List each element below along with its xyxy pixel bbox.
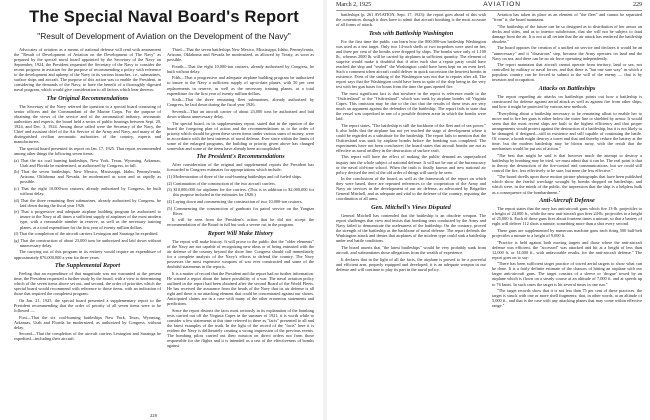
item-text: That the three remaining fleet submarines, already authorized by Congress, be laid down during the fiscal year 1926. [20,197,161,208]
paragraph: Feeling that an expenditure of that magnitude was not warranted at the present time, the President requested a further study by the board, with a view to determining which of the seven items above set out, and second, the order of priorities which the special board would recommend with reference to those items, with an indication of those that required the completest program. [14,271,161,297]
numbered-item-list [14,209,161,229]
item-marker: (2) [167,180,173,186]
numbered-item [14,238,161,248]
item-marker: (e) [14,209,19,215]
item-marker: (d) [14,197,20,203]
section-heading: Attacks on Battleships [538,84,596,92]
paragraph: The Secretary of the Navy referred the question to a special board consisting of senior officers and the Commandant of the Marine Corps. For the purpose of obtaining the views of the service and of the aeronautical industry, aeronautic authorities and experts, the board held a series of public hearings between Sept. 20, 1924, and Dec. 3, 1924. Among those called were the Secretary of the Navy, the Chief and assistant chief of the Air Service of the Army and Navy, and many of the distinguished civilian aeronautic authorities of the country, experts and manufacturers. [14,103,161,145]
item-text: That the seven battleships, New Mexico, Mississippi, Idaho, Pennsylvania, Arizona, Oklahoma and Nevada, be modernized as soon and as rapidly as possible. [20,169,161,185]
numbered-item [14,198,161,208]
numbered-item [14,209,161,229]
item-text: That the completion of the aircraft carriers Lexington and Saratoga be expedited. [19,231,159,237]
numbered-item [14,231,161,236]
numbered-item [167,174,314,179]
item-text: That a progressive and adequate airplane building program be authorized to insure to the Navy at all times a sufficient supply of airplanes of the most modern type, with a reasonable number in reserve, as well as the necessary training planes, at a total expenditure for the first year of twenty million dollars. [20,209,161,230]
right-page-column-2 [492,12,642,420]
paragraph: After consideration of the original and supplemental reports the President has forwarded to Congress estimates for appropriations which include: [167,162,314,173]
running-head [336,0,642,11]
running-head-journal: AVIATION [483,1,521,8]
paragraph: Third—That the seven battleships New Mexico, Mississippi, Idaho, Pennsylvania, Arizona, Oklahoma and Nevada be modernized, as allowed by Treaty, as soon as possible. [167,47,314,63]
numbered-item-list [167,199,314,204]
paragraph: It will be seen from the President's action that he did not accept the recommendation of the Board in full but took a severe cut in the program. [167,217,314,228]
section-heading: Gen. Mitchell's Views Disputed [371,203,451,211]
paragraph: Advocates of aviation as a means of national defense will read with amusement the "Result of Development of Aviation on the Development of The Navy" as prepared by the special naval board appointed by the Secretary of the Navy on September, 1924, the President requested the Secretary of the Navy to consider the recent progress in aviation for the purpose of recommending a policy with reference to the development and upkeep of the Navy in its various branches, i.e., submarines, surface ships and aircraft. The purpose of this action was to enable the President, in considering the demands of the Navy, to have the benefit of a thoroughly digested naval program, which would give consideration to all factors which bear thereon. [14,47,161,93]
paragraph: Second—That the completion of the aircraft carriers Lexington and Saratoga be expedited—including their aircraft. [14,331,161,342]
numbered-item-list [14,231,161,236]
paragraph: battleships (p. 261 AVIATION, Sept. 17, 1923): the report goes ahead of this with the contention, though it does have to admit that aircraft bombing is the most accurate of all forms of attack. [336,12,486,28]
paragraph: Sixth—That the three remaining fleet submarines, already authorized by Congress, be laid down during the fiscal year 1926. [167,97,314,108]
numbered-item-list [167,174,314,179]
numbered-item [14,169,161,184]
page-number-left: 228 [150,413,157,418]
section-heading: Anti-Aircraft Defense [539,197,595,205]
paragraph: The board asserts that "the latest battleships" would be very probably sunk from aircraft, and substantiates those allegations from the wealth of experience. [336,244,486,255]
numbered-item [167,206,314,216]
paragraph: The report regarding air attacks on battleships points out how a battleship is constructed for defense against aerial attack as well as against fire from other ships, and how it might be protected by various new methods. [492,93,642,109]
section-heading: The President's Recommendations [196,153,285,161]
numbered-item-list [167,181,314,186]
numbered-item-list [167,187,314,197]
numbered-item-list [14,238,161,248]
paragraph: "The target records show that it is not less than 75 per cent of these practices, the target is struck with one or more shell fragments; that, in other words, at an altitude of 5,000 ft., and that is the case with any attacking planes that may come within effective range." [492,288,642,309]
numbered-item [14,186,161,196]
paragraph: In the conclusions of the board, as well as the framework of the report on which they were based, there are repeated references to the cooperation of the Army and Navy air services in the development of our air defense, as advocated by Brigadier General Mitchell, and as adequate and vital to the defense of the country, requiring the coordination of all arms. [336,176,486,202]
paragraph: Fourth—That the eight 10,000-ton cruisers, already authorized by Congress, be built without delay. [167,63,314,74]
item-marker: (g) [14,237,20,243]
item-text: That the construction of about 23,000 tons be authorized and laid down without unnecessary delay. [20,237,161,248]
item-marker: (f) [14,231,19,237]
item-marker: (b) [14,169,20,175]
item-text: That the six coal burning battleships, New York, Texas, Wyoming, Arkansas, Utah and Florida be modernized, as authorized by Congress, in full. [20,157,161,168]
item-text: That the eight 10,000-ton cruisers, already authorized by Congress, be built without delay. [20,186,161,197]
numbered-item-list [167,206,314,216]
left-page-columns [14,47,314,419]
section-heading: The Supplemental Report [54,262,121,270]
right-page [328,0,650,420]
paragraph: Since the report distorts the facts most seriously in its explanation of the bombing tests carried out off the Virginia Capes in the summer of 1921, it is worth while to consider a few statements at this time referred to there as "facts" presented to all and the latest examples of the truth. In the light of the record of the "facts" here it is evident the Navy is deliberately creating a wrong impression of the previous events. The bombing pilots carried out their mission on direct orders not from those responsible for the flights and it is intended as a test of the effectiveness of bombs against [167,307,314,349]
numbered-item-list [14,186,161,196]
paragraph: It declares that in the light of all the facts, the airplane is proved to be a powerful and efficient arm, properly equipped and developed, it is an adequate weapon in our defense and will continue to play its part in the naval policy. [336,256,486,272]
item-text: Commencing the construction of gunboats for patrol service on the Yangtze River. [173,205,314,216]
paragraph: The board opposes the creation of a unified air service and declares it would be an "unnecessary" and it "disastrous" step, because the Army operates on land and the Navy on sea, and there can be no air force operating independently. [492,45,642,61]
paragraph: The special board presented its report on Jan. 17, 1925. That report recommended among other things the following seven items: [14,145,161,156]
paragraph: The most significant fact is that nowhere in the report is reference made to the "Ostfriesland" or the "Ostfriesland", which was sunk by airplane bombs off Virginia Capes. This omission may be due to the fact that the results of these tests are very much an argument against the defenders of the battleship. The report fails to state that the vessel was torpedoed in one of a possible thirteen areas in which the bombs were laid. [336,90,486,121]
paragraph: The report states that the navy has anti-aircraft guns which fire 13-lb. projectiles to a height of 24,000 ft., while the new anti-aircraft gun fires 24-lb. projectiles to a height of 25,000 ft. Each of these guns fires about fourteen times a minute, so that a battery of eight will deliver 112 shots a minute, something more than a shot every second. [492,206,642,227]
numbered-item-list [14,158,161,168]
item-text: Laying down and commencing the construction of two 10,000-ton cruisers. [173,199,303,205]
paragraph: The report will make history. It will prove to the public that the "older elements" of the Navy are not capable of recognizing new ideas or of being entrusted with the air defense of the country beyond the shore line. Congress should call immediately for a complete analysis of the Navy's efforts to defend the country. The Navy possesses the most expensive weapons of war ever constructed and some of the doubtful statements in the reports. [167,238,314,270]
paragraph: General Mitchell has contended that the battleship is an obsolete weapon. The report challenges that view and insists that bombing tests conducted by the Army and Navy failed to demonstrate the uselessness of the battleship. On the contrary, proved the strength of the battleship as the backbone of naval defense. The report defends the Washington attack and denies that airplanes of the modern type could sink a battleship under real battle conditions. [336,212,486,244]
article-title: The Special Naval Board's Report [29,8,299,26]
paragraph: On Jan. 21, 1925, the special board presented a supplementary report to the President recommending that the order of priority of all seven items were to be followed — [14,297,161,313]
numbered-item [167,187,314,197]
section-heading: Report Will Make History [207,229,274,237]
paragraph: It is a matter of record that the President and the report had no further information. He wanted a report about the future possibility of a war. The naval aviation policy outlined in the report had been obtained after the second Board of the World Fleets. He has received the assurance from the heads of the Navy that its air defense is all right and there is no attacking element that could be concentrated against our shores. Anticipated claims are in a case with many of the other erroneous statements and predictions. [167,270,314,307]
item-text: Modernization of three of the coal-burning battleships and oil fueled ships. [173,174,302,180]
paragraph: "The best that might be said is that however much the attempt to destroy a battleship by bombing may be tried, we must admit that it can be. The real point is that in theory the destruction of the fire-control and communications, but we could still control the fire, less effectively to be sure, but none the less effective." [492,152,642,173]
numbered-item [14,158,161,168]
paragraph: Aviation has taken its place as an element of "the fleet" and cannot be separated "from" it, the board maintains. [492,12,642,23]
paragraph: Fifth—That a progressive and adequate airplane building program be authorized to insure to the Navy a sufficient supply of up-to-date planes, with 50 per cent replacements in reserve, as well as the necessary training planes, at a total expenditure for the first year of twenty million dollars. [167,75,314,96]
item-text: $10,000,000 for airplanes for the carriers. (This is in addition to $2,000,000 for this purpose included in the estimates for 1926.) [173,187,314,198]
page-number-right: 229 [633,2,642,8]
item-marker: (a) [14,157,19,163]
paragraph: The carrying out of this program in its entirety would require an expenditure of approximately $76,000,000 a year for three years. [14,249,161,260]
item-marker: (c) [14,186,19,191]
paragraph: The report states, "The battleship is still the backbone of the fleet and of sea power." It also holds that the airplane has not yet reached the stage of development where it could be regarded as a substitute for the battleship. The report fails to mention that the Ostfriesland was sunk by airplane bombs before the bombing was completed. The experiments have not been conclusive; the board states that aircraft bombs are not as effective as naval artillery in the destruction of surface craft. [336,122,486,153]
running-head-date: March 2, 1925 [336,2,372,8]
paragraph: "The board dwells upon those motion picture photographs that have been published which show the fearful wreckage wrought by bombs dropped on battleships, and which were, in the minds of the public, the impression that the ship is a helpless hulk as a consequence of the bombardment." [492,174,642,195]
paragraph: "The battleship of the future can be so designed as to distribution of her armor on decks and sides, and as to interior subdivision, that she will not be subject to fatal damage from the air. It is not at all certain that the air attack has rendered the battleship obsolete." [492,23,642,44]
paragraph: "Everything about a battleship necessary to be remaining afloat to enable her to move and to fire her guns is either below the water line or shielded by armor. It would seem that the most recent ships are built to the highest efficiency and that proper arrangements would protect against the destruction of a battleship, but it is not likely to be damaged, if designed—still in existence and still capable of continuing the battle. Of course, a bomb might destroy a turret and that and thereby reduce the battery at the time, but the modern battleship may be blown away, with the result that the mechanism would be put out of action." [492,110,642,151]
left-page-column-2 [167,47,314,419]
left-page [0,0,322,420]
section-heading: The Original Recommendations [46,94,129,102]
page-gutter [323,0,327,420]
item-text: Continuation of the construction of the two aircraft carriers. [173,180,276,186]
paragraph: The report maintains that aircraft cannot operate from territory, land or sea, not controlled by military or naval forces, and that there is "but one sure way" in which a populous country can be forced to submit to the will of the enemy — that is by invasion and occupation. [492,62,642,83]
paragraph: "There has been sufficient target practice of towed aerial targets to show what can be done. It is a fairly definite estimate of the chances of hitting an airplane with our larger anti-aircraft guns. The target consists of a sleeve or 'drogue' towed by an airplane which is flown on a steady course at an altitude of 7,000 ft. and at speeds up to 76 knots. In such cases the target is hit several times in one run." [492,261,642,287]
item-marker: (5) [167,205,173,211]
section-heading: Tests with Battleship Washington [368,29,454,37]
numbered-item [167,181,314,186]
paragraph: First—That the six coal-burning battleships New York, Texas, Wyoming, Arkansas, Utah and Florida be modernized, as authorized by Congress, without delay. [14,314,161,330]
paragraph: The special board, in its supplementary report, stated that in the opinion of the board the foregoing plan of action and the recommendations as to the order of priority which should be given these seven items under various sums of money, were in accordance with the best interests of naval defense. Ever since within the limits of some of the enlarged programs, the building or priority given above has changed somewhat and some of the items have already been accomplished. [167,120,314,151]
paragraph: "Practice is held against both moving targets and those where the anti-aircraft defense was efficient, the "accessed" was attacked and hit at a height of less than 12,000 ft. or 14,000 ft., with unfavorable results, for the anti-aircraft defense." The report goes on to say: [492,239,642,260]
paragraph: Seventh—That an aircraft carrier of about 23,000 tons be authorized and laid down without unnecessary delay. [167,108,314,119]
right-page-columns [336,12,642,420]
paragraph: This report will have the effect of making the public demand an unprejudiced inquiry into the whole subject of national defense. It will not be one of the bureaucracy or the naval old-time school. When the truth is finally known and new national air policy devised the end of the old order of things will surely be seen. [336,154,486,175]
item-marker: (1) [167,174,173,180]
item-marker: (3) [167,187,173,193]
numbered-item-list [14,169,161,184]
numbered-item [167,199,314,204]
right-page-column-1 [336,12,486,420]
numbered-item-list [14,198,161,208]
left-page-column-1 [14,47,161,419]
item-marker: (4) [167,199,173,205]
paragraph: For the first time the public can learn how the 800,000-ton battleship Washington was used as a test target. Only two 14-inch shells or two torpedoes were used on her, and three per cent of the bombs were dropped by ships. The bombs were only of 1,100 lb., whereas 2000 lb. will be carried by airplanes in sufficient quantity. The element of surprise would make it doubtful that if after each shot a repair party could have reached the ship and "sealed" the Washington could have been kept on an even keel. Such a comment when aircraft could deliver in quick succession the heaviest bombs in existence. Even of the sinking of the Washington was not due to repairs after all. The report says that the Washington could have been in spite of the ship being in the very test with her gun bases for hours from the time the guns opened fire. [336,38,486,90]
paragraph: These guns are supplemented by numerous machine guns each firing 500 ball-belt projectiles a minute to a height of 9,000 ft. [492,227,642,238]
article-subtitle: "Result of Development of Aviation on the Development of the Navy" [37,31,291,41]
